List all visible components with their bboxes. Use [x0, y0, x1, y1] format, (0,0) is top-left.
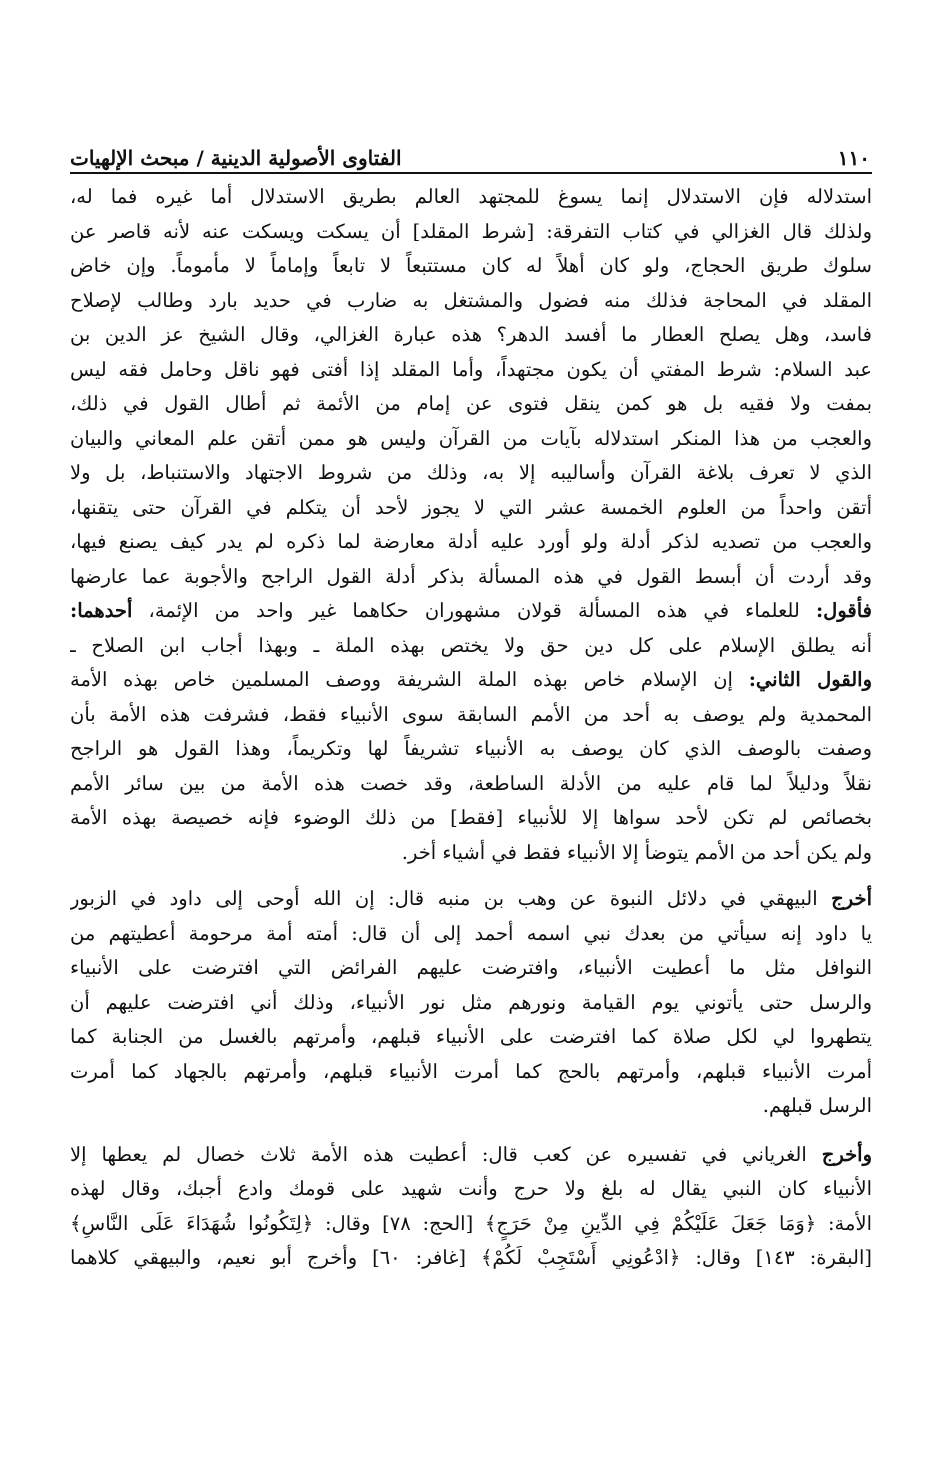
- text-line: المحمدية ولم يوصف به أحد من الأمم السابقة سوى الأنبياء فقط، فشرفت هذه الأمة بأن: [70, 702, 872, 726]
- text-line: [70, 629, 872, 664]
- text-line: استدلاله فإن الاستدلال إنما يسوغ للمجتهد العالم بطريق الاستدلال أما غيره فما له،: [70, 185, 872, 208]
- text-line: سلوك طريق الحجاج، ولو كان أهلاً له كان مستتبعاً لا تابعاً وإماماً لا مأموماً. وإن خاض: [70, 254, 872, 277]
- bold-lead: أخرج: [831, 887, 872, 910]
- paragraph-1: [70, 180, 872, 870]
- text-line: ولم يكن أحد من الأمم يتوضأ إلا الأنبياء فقط في أشياء أخر.: [401, 840, 872, 864]
- bold-tail: أحدهما:: [70, 599, 133, 622]
- text-line: الأنبياء كان النبي يقال له بلغ ولا حرج وأنت شهيد على قومك وادع أجبك، وقال لهذه: [70, 1177, 872, 1200]
- text-line: يتطهروا لي لكل صلاة كما افترضت على الأنبياء قبلهم، وأمرتهم بالغسل من الجنابة كما: [70, 1025, 872, 1048]
- body-text: [70, 180, 872, 1276]
- line-text: أنه يطلق الإسلام على كل دين حق ولا يختص بهذه الملة ـ وبهذا أجاب ابن الصلاح ـ: [70, 633, 872, 657]
- text-line: [70, 1138, 872, 1173]
- text-line: الرسل قبلهم.: [762, 1094, 872, 1117]
- text-line: يا داود إنه سيأتي من بعدك نبي اسمه أحمد إلى أن قال: أمته أمة مرحومة أعطيتهم من: [70, 921, 872, 945]
- header-rule: [70, 172, 872, 174]
- text-line: [البقرة: ١٤٣] وقال: ﴿ادْعُونِي أَسْتَجِبْ لَكُمْ﴾ [غافر: ٦٠] وأخرج أبو نعيم، والبيهقي كلاهما: [70, 1246, 872, 1269]
- text-line: أمرت الأنبياء قبلهم، وأمرتهم بالحج كما أمرت الأنبياء قبلهم، وأمرتهم بالجهاد كما أمرت: [70, 1059, 872, 1083]
- text-line: أتقن واحداً من العلوم الخمسة عشر التي لا يجوز لأحد أن يتكلم في القرآن حتى يتقنها،: [70, 495, 872, 519]
- text-line: النوافل مثل ما أعطيت الأنبياء، وافترضت عليهم الفرائض التي افترضت على الأنبياء: [70, 956, 872, 979]
- text-line: [70, 882, 872, 917]
- text-line: عبد السلام: شرط المفتي أن يكون مجتهداً، وأما المقلد إذا أفتى فهو ناقل وحامل فقه ليس: [70, 357, 872, 381]
- text-line: والعجب من هذا المنكر استدلاله بآيات من القرآن وليس هو ممن أتقن علم المعاني والبيان: [70, 426, 872, 450]
- text-line: الأمة: ﴿وَمَا جَعَلَ عَلَيْكُمْ فِي الدِّينِ مِنْ حَرَجٍ﴾ [الحج: ٧٨] وقال: ﴿لِتَكُونُوا شُهَدَاءَ عَلَى النَّاسِ﴾: [70, 1211, 872, 1235]
- text-line: بمفت ولا فقيه بل هو كمن ينقل فتوى عن إمام من الأئمة ثم أطال القول في ذلك،: [70, 392, 872, 415]
- paragraph-3: [70, 1138, 872, 1276]
- text-line: بخصائص لم تكن لأحد سواها إلا للأنبياء [فقط] من ذلك الوضوء فإنه خصيصة بهذه الأمة: [70, 806, 872, 829]
- bold-lead: فأقول:: [815, 599, 872, 622]
- bold-lead: والقول الثاني:: [748, 668, 872, 691]
- text-line: وقد أردت أن أبسط القول في هذه المسألة بذكر أدلة القول الراجح والأجوبة عما عارضها: [70, 564, 872, 588]
- text-line: المقلد في المحاجة فذلك منه فضول والمشتغل به ضارب في حديد بارد وطالب لإصلاح: [70, 288, 872, 312]
- line-text: إن الإسلام خاص بهذه الملة الشريفة ووصف المسلمين خاص بهذه الأمة: [70, 668, 749, 691]
- running-title: الفتاوى الأصولية الدينية / مبحث الإلهيات: [70, 146, 402, 170]
- page-header: [70, 132, 870, 170]
- bold-lead: وأخرج: [821, 1142, 872, 1166]
- text-line: الذي لا تعرف بلاغة القرآن وأساليبه إلا به، وذلك من شروط الاجتهاد والاستنباط، بل ولا: [70, 461, 872, 484]
- text-line: فاسد، وهل يصلح العطار ما أفسد الدهر؟ هذه عبارة الغزالي، وقال الشيخ عز الدين بن: [70, 323, 872, 346]
- text-line: نقلاً ودليلاً لما قام عليه من الأدلة الساطعة، وقد خصت هذه الأمة من بين سائر الأمم: [70, 771, 872, 795]
- page-number: ١١٠: [837, 146, 870, 170]
- text-line: والرسل حتى يأتوني يوم القيامة ونورهم مثل نور الأنبياء، وذلك أني افترضت عليهم أن: [70, 990, 872, 1014]
- line-text: للعلماء في هذه المسألة قولان مشهوران حكاهما غير واحد من الإئمة،: [132, 599, 816, 622]
- paragraph-2: [70, 882, 872, 1124]
- line-text: الغرياني في تفسيره عن كعب قال: أعطيت هذه الأمة ثلاث خصال لم يعطها إلا: [70, 1142, 822, 1166]
- text-line: [70, 663, 872, 698]
- text-line: وصفت بالوصف الذي كان يوصف به الأنبياء تشريفاً لها وتكريماً، وهذا القول هو الراجح: [70, 737, 872, 760]
- text-line: والعجب من تصديه لذكر أدلة ولو أورد عليه أدلة معارضة لما ذكره لم يدر كيف يصنع فيها،: [70, 530, 872, 553]
- line-text: البيهقي في دلائل النبوة عن وهب بن منبه قال: إن الله أوحى إلى داود في الزبور: [70, 887, 832, 910]
- text-line: ولذلك قال الغزالي في كتاب التفرقة: [شرط المقلد] أن يسكت ويسكت عنه لأنه قاصر عن: [70, 219, 872, 243]
- text-line: [70, 594, 872, 629]
